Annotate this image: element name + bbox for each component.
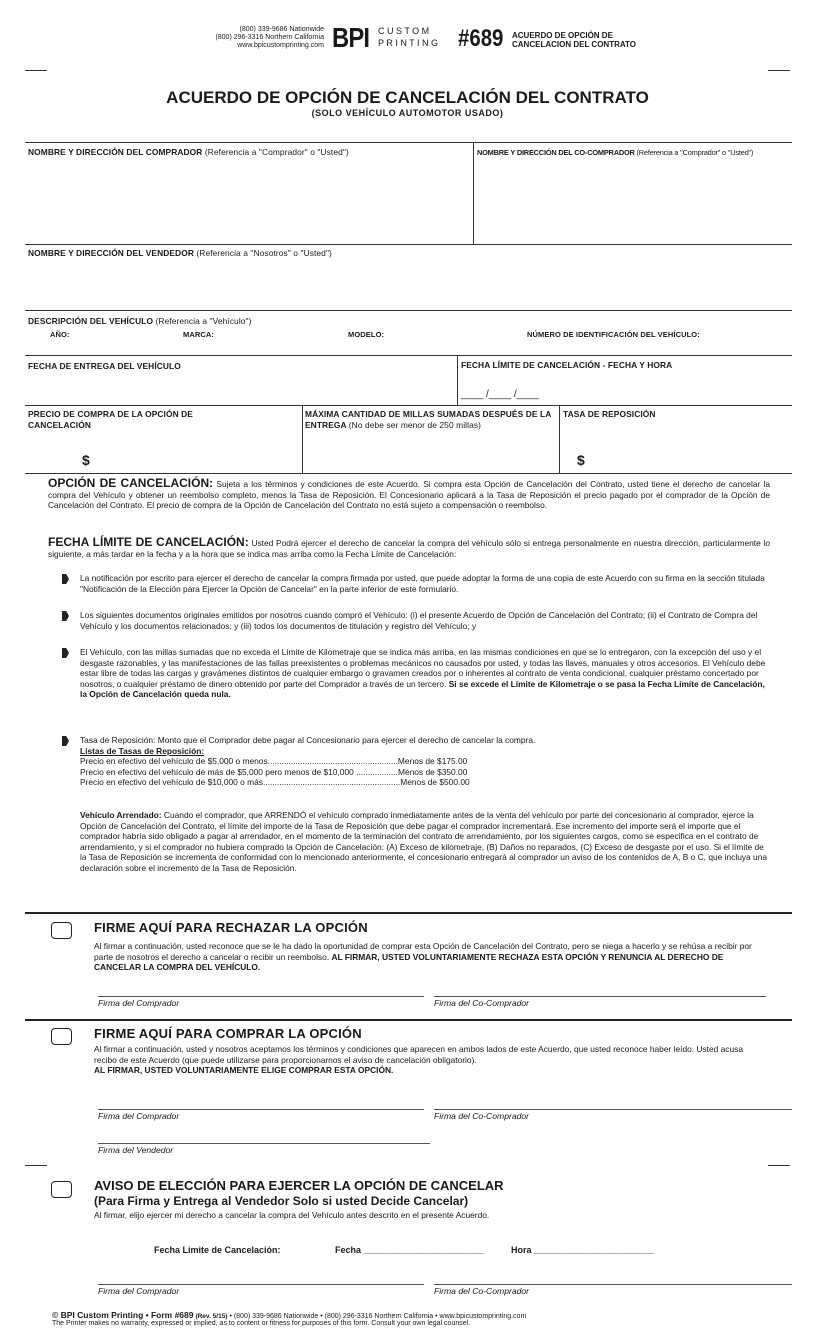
form-title-line1: ACUERDO DE OPCIÓN DE	[512, 31, 613, 40]
buy-cobuyer-signature-line[interactable]	[434, 1109, 792, 1110]
bullet-notice: La notificación por escrito para ejercer el derecho de cancelar la compra firmada por usted, que puede adoptar la forma de una copia de este Acuerdo con su firma en la sección titulada "Notificación de la Elección para Ejercer la Opción de Cancelar" en la parte inferior de este formulario.	[80, 573, 765, 594]
fee-row-3: Precio en efectivo del vehículo de $10,000 o más...........................................................Menos de $500.00	[80, 777, 470, 788]
restock-dollar: $	[577, 452, 585, 468]
buy-seller-signature-label: Firma del Vendedor	[98, 1145, 174, 1155]
notice-time-field[interactable]: Hora ________________________	[511, 1245, 655, 1255]
reject-bold: AL FIRMAR, USTED VOLUNTARIAMENTE RECHAZA ESTA OPCIÓN Y RENUNCIA AL DERECHO DE CANCELAR LA COMPRA DEL VEHÍCULO.	[94, 951, 724, 973]
notice-checkbox[interactable]	[51, 1181, 72, 1198]
price-field[interactable]: PRECIO DE COMPRA DE LA OPCIÓN DE CANCELACIÓN	[28, 409, 193, 430]
reject-cobuyer-signature-line[interactable]	[434, 996, 766, 997]
grid-line	[559, 405, 560, 473]
buyer-note: (Referencia a "Comprador" o "Usted")	[204, 147, 349, 157]
buy-seller-signature-line[interactable]	[98, 1143, 430, 1144]
fee-row-1: Precio en efectivo del vehículo de $5,000 o menos........................................................Menos de $175.00	[80, 756, 468, 767]
deadline-date-blank[interactable]: ____ /____ /____	[461, 389, 539, 400]
form-title-line2: CANCELACION DEL CONTRATO	[512, 40, 636, 49]
margin-mark-right-top	[768, 70, 790, 71]
buy-paragraph	[94, 1044, 766, 1076]
brand-custom: C U S T O M	[378, 26, 430, 36]
buy-cobuyer-signature-label: Firma del Co-Comprador	[434, 1111, 530, 1121]
seller-note: (Referencia a "Nosotros" o "Usted")	[196, 248, 332, 258]
section-rule	[25, 1019, 792, 1021]
leased-text: Cuando el comprador, que ARRENDÓ el vehículo comprado inmediatamente antes de la venta del vehículo por parte del concesionario al comprador, ejerce la Opción de Cancelación del Contrato, el límite del importe de la Tasa de Reposición que debe pagar el comprador incrementará. Ese incremento del importe será el importe que el comprador habría sido obligado a pagar al arrendador, en el momento de la terminación del contrato de arrendamiento, por los siguientes cargos, como se especifica en el contrato de arrendamiento, y si el comprador no hubiera comprado la Opción de Cancelación: (A) Exceso de kilometraje, (B) Daños no reparados, (C) Exceso de desgaste por el uso. Si el límite de la Tasa de Reposición se incrementa de conformidad con lo mencionado anteriormente, el concesionario entregará al comprador un aviso de los contenidos de A, B o C, que incluya una declaración sobre el incremento de la Tasa de Reposición.	[80, 810, 768, 873]
reject-heading: FIRME AQUÍ PARA RECHAZAR LA OPCIÓN	[94, 920, 368, 935]
reject-cobuyer-signature-label: Firma del Co-Comprador	[434, 998, 530, 1008]
deadline-field[interactable]: FECHA LÍMITE DE CANCELACIÓN - FECHA Y HORA	[461, 360, 673, 370]
notice-heading-1: AVISO DE ELECCIÓN PARA EJERCER LA OPCIÓN DE CANCELAR	[94, 1178, 504, 1193]
option-heading: OPCIÓN DE CANCELACIÓN:	[48, 476, 214, 490]
price-dollar: $	[82, 452, 90, 468]
buy-text: Al firmar a continuación, usted y nosotros aceptamos los términos y condiciones que aparecen en ambos lados de este Acuerdo, que usted reconoce haber leído. Usted acusa recibo de este Acuerdo (que puede utilizarse para proporcionarnos el aviso de cancelación obligatorio).	[94, 1044, 743, 1065]
brand-logo: BPI	[332, 22, 370, 53]
grid-line	[25, 244, 792, 245]
buy-buyer-signature-label: Firma del Comprador	[98, 1111, 180, 1121]
restock-field[interactable]: TASA DE REPOSICIÓN	[563, 409, 656, 419]
footer-copyright: © BPI Custom Printing • Form #689	[52, 1310, 194, 1320]
miles-note: (No debe ser menor de 250 millas)	[348, 419, 482, 430]
fee-heading: Listas de Tasas de Reposición:	[80, 745, 205, 756]
restock-intro: Tasa de Reposición: Monto que el Comprador debe pagar al Concesionario para ejercer el derecho de cancelar la compra.	[80, 735, 536, 745]
bullet-vehicle	[80, 647, 770, 700]
cobuyer-note: (Referencia a "Comprador" o "Usted")	[636, 148, 754, 157]
bullet-icon	[62, 648, 69, 658]
margin-mark-right-bottom	[768, 1165, 790, 1166]
cobuyer-field[interactable]	[477, 148, 753, 157]
website: www.bpicustomprinting.com	[237, 42, 324, 49]
notice-buyer-signature-line[interactable]	[98, 1284, 424, 1285]
option-paragraph	[48, 478, 770, 511]
bullet-icon	[62, 736, 69, 746]
deadline-paragraph	[48, 537, 770, 559]
seller-field[interactable]	[28, 248, 332, 258]
notice-heading-2: (Para Firma y Entrega al Vendedor Solo si usted Decide Cancelar)	[94, 1194, 469, 1208]
footer-disclaimer: The Printer makes no warranty, expressed or implied, as to content or fitness for purposes of this form. Consult your own legal counsel.	[52, 1320, 471, 1327]
make-field[interactable]: MARCA:	[183, 330, 215, 339]
deadline-heading: FECHA LÍMITE DE CANCELACIÓN:	[48, 535, 249, 549]
buy-buyer-signature-line[interactable]	[98, 1109, 424, 1110]
reject-buyer-signature-label: Firma del Comprador	[98, 998, 180, 1008]
cobuyer-label: NOMBRE Y DIRECCIÓN DEL CO-COMPRADOR	[477, 148, 635, 157]
grid-line	[302, 405, 303, 473]
footer-rev: (Rev. 5/15)	[195, 1313, 228, 1320]
buyer-label: NOMBRE Y DIRECCIÓN DEL COMPRADOR	[28, 147, 203, 157]
deadline-text: Usted Podrá ejercer el derecho de cancelar la compra del vehículo sólo si entrega personalmente en nuestra dirección, particularmente lo siguiente, a más tardar en la fecha y a la hora que se indica mas arriba como la Fecha Límite de Cancelación:	[48, 538, 770, 559]
reject-paragraph	[94, 941, 766, 973]
vehicle-note: (Referencia a "Vehículo")	[155, 316, 252, 326]
miles-field[interactable]	[305, 409, 555, 430]
seller-label: NOMBRE Y DIRECCIÓN DEL VENDEDOR	[28, 248, 194, 258]
buy-checkbox[interactable]	[51, 1028, 72, 1045]
grid-line	[25, 473, 792, 474]
section-rule	[25, 912, 792, 914]
vehicle-field	[28, 316, 252, 326]
grid-line	[25, 355, 792, 356]
leased-paragraph	[80, 810, 770, 874]
year-field[interactable]: AÑO:	[50, 330, 70, 339]
bullet-restock	[80, 735, 770, 788]
brand-printing: P R I N T I N G	[378, 38, 439, 48]
miles-label: MÁXIMA CANTIDAD DE MILLAS SUMADAS DESPUÉS DE LA ENTREGA	[305, 409, 552, 430]
margin-mark-left-top	[25, 70, 47, 71]
grid-line	[25, 142, 792, 143]
buy-bold: AL FIRMAR, USTED VOLUNTARIAMENTE ELIGE COMPRAR ESTA OPCIÓN.	[94, 1065, 394, 1076]
buyer-field[interactable]	[28, 147, 349, 157]
leased-heading: Vehículo Arrendado:	[80, 810, 162, 820]
notice-deadline-label: Fecha Límite de Cancelación:	[154, 1245, 281, 1255]
margin-mark-left-bottom	[25, 1165, 47, 1166]
vehicle-label: DESCRIPCIÓN DEL VEHÍCULO	[28, 316, 154, 326]
notice-cobuyer-signature-label: Firma del Co-Comprador	[434, 1286, 530, 1296]
notice-text: Al firmar, elijo ejercer mi derecho a cancelar la compra del Vehículo antes descrito en el presente Acuerdo.	[94, 1210, 490, 1220]
grid-line	[25, 405, 792, 406]
footer-line-1	[52, 1310, 526, 1320]
form-number: #689	[458, 25, 504, 52]
bullet-vehicle-bold: Si se excede el Límite de Kilometraje o se pasa la Fecha Límite de Cancelación, la Opción de Cancelación queda nula.	[80, 678, 765, 700]
phone-california: (800) 296-3316 Northern California	[215, 34, 324, 41]
header-contact	[186, 26, 324, 50]
grid-line	[473, 142, 474, 244]
buy-heading: FIRME AQUÍ PARA COMPRAR LA OPCIÓN	[94, 1026, 362, 1041]
grid-line	[457, 355, 458, 405]
bullet-icon	[62, 611, 69, 621]
form-title-small	[512, 31, 636, 49]
model-field[interactable]: MODELO:	[348, 330, 385, 339]
page-subtitle: (SOLO VEHÍCULO AUTOMOTOR USADO)	[311, 108, 504, 118]
bullet-documents: Los siguientes documentos originales emitidos por nosotros cuando compró el Vehículo: (i) el presente Acuerdo de Opción de Cancelación del Contrato; (ii) el Contrato de Compra del Vehículo y los documentos relacionados; y (iii) todos los documentos de titulación y registro del Vehículo; y	[80, 610, 758, 631]
notice-cobuyer-signature-line[interactable]	[434, 1284, 792, 1285]
fee-row-2: Precio en efectivo del vehículo de más de $5,000 pero menos de $10,000 ..................Menos de $350.00	[80, 766, 468, 777]
vin-field[interactable]: NÚMERO DE IDENTIFICACIÓN DEL VEHÍCULO:	[527, 330, 700, 339]
reject-text: Al firmar a continuación, usted reconoce que se le ha dado la oportunidad de comprar esta Opción de Cancelación del Contrato, pero se niega a hacerlo y se rehúsa a recibir por parte de nosotros el derecho a cancelar o recibir un reembolso.	[94, 941, 752, 962]
reject-checkbox[interactable]	[51, 922, 72, 939]
bullet-icon	[62, 574, 69, 584]
notice-date-field[interactable]: Fecha ________________________	[335, 1245, 484, 1255]
notice-buyer-signature-label: Firma del Comprador	[98, 1286, 180, 1296]
delivery-date-field[interactable]: FECHA DE ENTREGA DEL VEHÍCULO	[28, 361, 181, 371]
phone-nationwide: (800) 339-9686 Nationwide	[239, 26, 324, 33]
page-title: ACUERDO DE OPCIÓN DE CANCELACIÓN DEL CONTRATO	[166, 88, 649, 107]
footer-contact: • (800) 339-9686 Nationwide • (800) 296-3316 Northern California • www.bpicustomprinting.com	[229, 1313, 527, 1320]
grid-line	[25, 310, 792, 311]
bullet-vehicle-text: El Vehículo, con las millas sumadas que no exceda el Límite de Kilometraje que se indica más arriba, en las mismas condiciones en que se lo entregaron, con la excepción del uso y el desgaste razonables, y las manifestaciones de las fallas preexistentes o problemas mecánicos no causados por usted, y todas las llaves, manuales y otros accesorios. El Vehículo debe estar libre de todas las cargas y gravámenes distintos de cualquier embargo o gravamen creados por o inherentes al contrato de venta condicional, cualquier préstamo concertado por nosotros, o cualquier préstamo de dinero obtenido por parte del Comprador a través de un tercero.	[80, 647, 766, 689]
reject-buyer-signature-line[interactable]	[98, 996, 424, 997]
option-text: Sujeta a los términos y condiciones de este Acuerdo. Si compra esta Opción de Cancelación del Contrato, usted tiene el derecho de cancelar la compra del Vehículo y obtener un reembolso completo, menos la Tasa de Reposición. El Concesionario aplicará a la Tasa de Reposición el precio pagado por el comprador de la Opción de Cancelación del Contrato. El precio de compra de la Opción de Cancelación del Contrato no está sujeto a compensación o reembolso.	[48, 479, 771, 511]
